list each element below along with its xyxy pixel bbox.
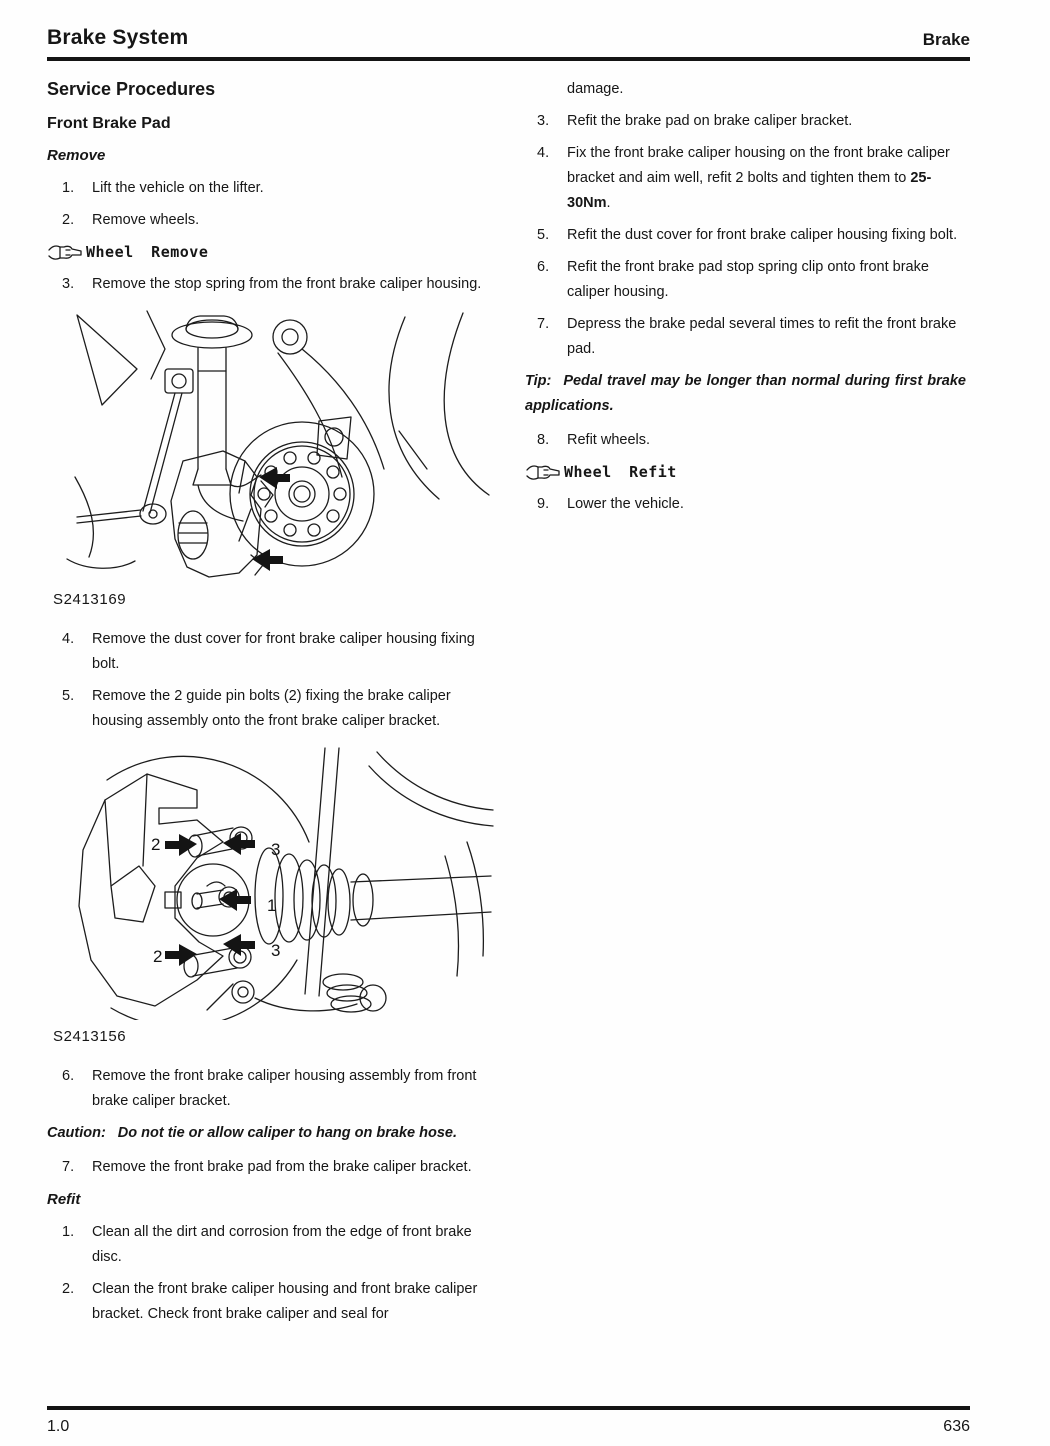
wheel-remove-label: Wheel Remove	[86, 243, 209, 261]
step-text: Remove the front brake pad from the brake caliper bracket.	[92, 1159, 472, 1175]
remove-step-1	[47, 176, 491, 201]
footer-page-number: 636	[943, 1418, 970, 1435]
refit-step-8	[525, 428, 966, 453]
step-text	[567, 141, 966, 216]
step-text: Refit the dust cover for front brake caliper housing fixing bolt.	[567, 227, 958, 243]
callout-3-upper: 3	[271, 840, 281, 859]
remove-step-6	[47, 1064, 491, 1114]
caution-label: Caution:	[47, 1125, 106, 1141]
callout-3-lower: 3	[271, 941, 281, 960]
step-number: 8.	[537, 432, 550, 448]
tip-label: Tip:	[525, 373, 552, 389]
wheel-refit-heading	[525, 460, 966, 485]
pointing-hand-icon	[47, 242, 83, 264]
tip-text: Pedal travel may be longer than normal during first brake applications.	[525, 373, 966, 414]
remove-heading: Remove	[47, 147, 106, 164]
pointing-hand-icon	[525, 462, 561, 484]
refit-step-7	[525, 312, 966, 362]
step-number: 3.	[537, 113, 550, 129]
wheel-refit-label: Wheel Refit	[564, 463, 677, 481]
step-text: Refit the brake pad on brake caliper bracket.	[567, 113, 853, 129]
continuation-text: damage.	[567, 81, 624, 97]
step-text-before: Fix the front brake caliper housing on the front brake caliper bracket and aim well, refit 2 bolts and tighten them to	[567, 145, 950, 186]
step-number: 5.	[537, 227, 550, 243]
wheel-remove-heading	[47, 240, 491, 265]
caution-text: Do not tie or allow caliper to hang on brake hose.	[117, 1125, 457, 1141]
page-header	[47, 26, 970, 61]
callout-2-lower: 2	[153, 947, 163, 966]
step-text: Remove the stop spring from the front brake caliper housing.	[92, 276, 482, 292]
refit-heading: Refit	[47, 1191, 81, 1208]
step-number: 2.	[62, 1281, 75, 1297]
step-number: 5.	[62, 688, 75, 704]
figure-1-label: S2413169	[53, 591, 127, 608]
step-text: Clean the front brake caliper housing and front brake caliper bracket. Check front brake caliper and seal for	[92, 1281, 478, 1322]
step-number: 4.	[537, 145, 550, 161]
header-section-label: Brake	[922, 30, 970, 49]
step-text: Refit wheels.	[567, 432, 651, 448]
step-text: Remove the dust cover for front brake caliper housing fixing bolt.	[92, 631, 475, 672]
footer-version: 1.0	[47, 1418, 70, 1435]
refit-step-2	[47, 1277, 491, 1327]
step-number: 6.	[537, 259, 550, 275]
step-number: 1.	[62, 180, 75, 196]
remove-step-3	[47, 272, 491, 297]
step-text: Depress the brake pedal several times to refit the front brake pad.	[567, 316, 957, 357]
page-footer	[47, 1406, 970, 1436]
figure-2-label: S2413156	[53, 1028, 127, 1045]
step-number: 2.	[62, 212, 75, 228]
figure-2	[47, 746, 491, 1049]
refit-step-6	[525, 255, 966, 305]
figure-1-illustration	[47, 309, 497, 583]
step-number: 9.	[537, 496, 550, 512]
step-text: Refit the front brake pad stop spring clip onto front brake caliper housing.	[567, 259, 929, 300]
callout-2-upper: 2	[151, 835, 161, 854]
remove-step-4	[47, 627, 491, 677]
remove-step-2	[47, 208, 491, 233]
remove-step-7	[47, 1155, 491, 1180]
callout-1-center: 1	[267, 896, 277, 915]
figure-1	[47, 309, 491, 612]
step-text: Remove the front brake caliper housing assembly from front brake caliper bracket.	[92, 1068, 477, 1109]
tip-note	[525, 369, 966, 419]
step-number: 4.	[62, 631, 75, 647]
step-number: 7.	[537, 316, 550, 332]
step-text: Remove wheels.	[92, 212, 200, 228]
caution-note	[47, 1121, 491, 1146]
subsection-heading: Front Brake Pad	[47, 115, 171, 132]
left-column	[47, 77, 491, 1334]
refit-step-3	[525, 109, 966, 134]
torque-value: 25-30Nm	[567, 170, 932, 211]
step-number: 1.	[62, 1224, 75, 1240]
section-heading: Service Procedures	[47, 79, 216, 99]
step-text: Remove the 2 guide pin bolts (2) fixing the brake caliper housing assembly onto the front brake caliper bracket.	[92, 688, 451, 729]
step-number: 3.	[62, 276, 75, 292]
refit-step-1	[47, 1220, 491, 1270]
refit-step-9	[525, 492, 966, 517]
step-text: Clean all the dirt and corrosion from the edge of front brake disc.	[92, 1224, 472, 1265]
step-text: Lower the vehicle.	[567, 496, 684, 512]
page-title: Brake System	[47, 26, 189, 49]
right-column	[525, 77, 966, 524]
step-number: 6.	[62, 1068, 75, 1084]
figure-2-illustration	[47, 746, 497, 1020]
step-number: 7.	[62, 1159, 75, 1175]
step-text-after: .	[606, 195, 611, 211]
remove-step-5	[47, 684, 491, 734]
step-text: Lift the vehicle on the lifter.	[92, 180, 264, 196]
refit-step-4	[525, 141, 966, 216]
refit-step-5	[525, 223, 966, 248]
